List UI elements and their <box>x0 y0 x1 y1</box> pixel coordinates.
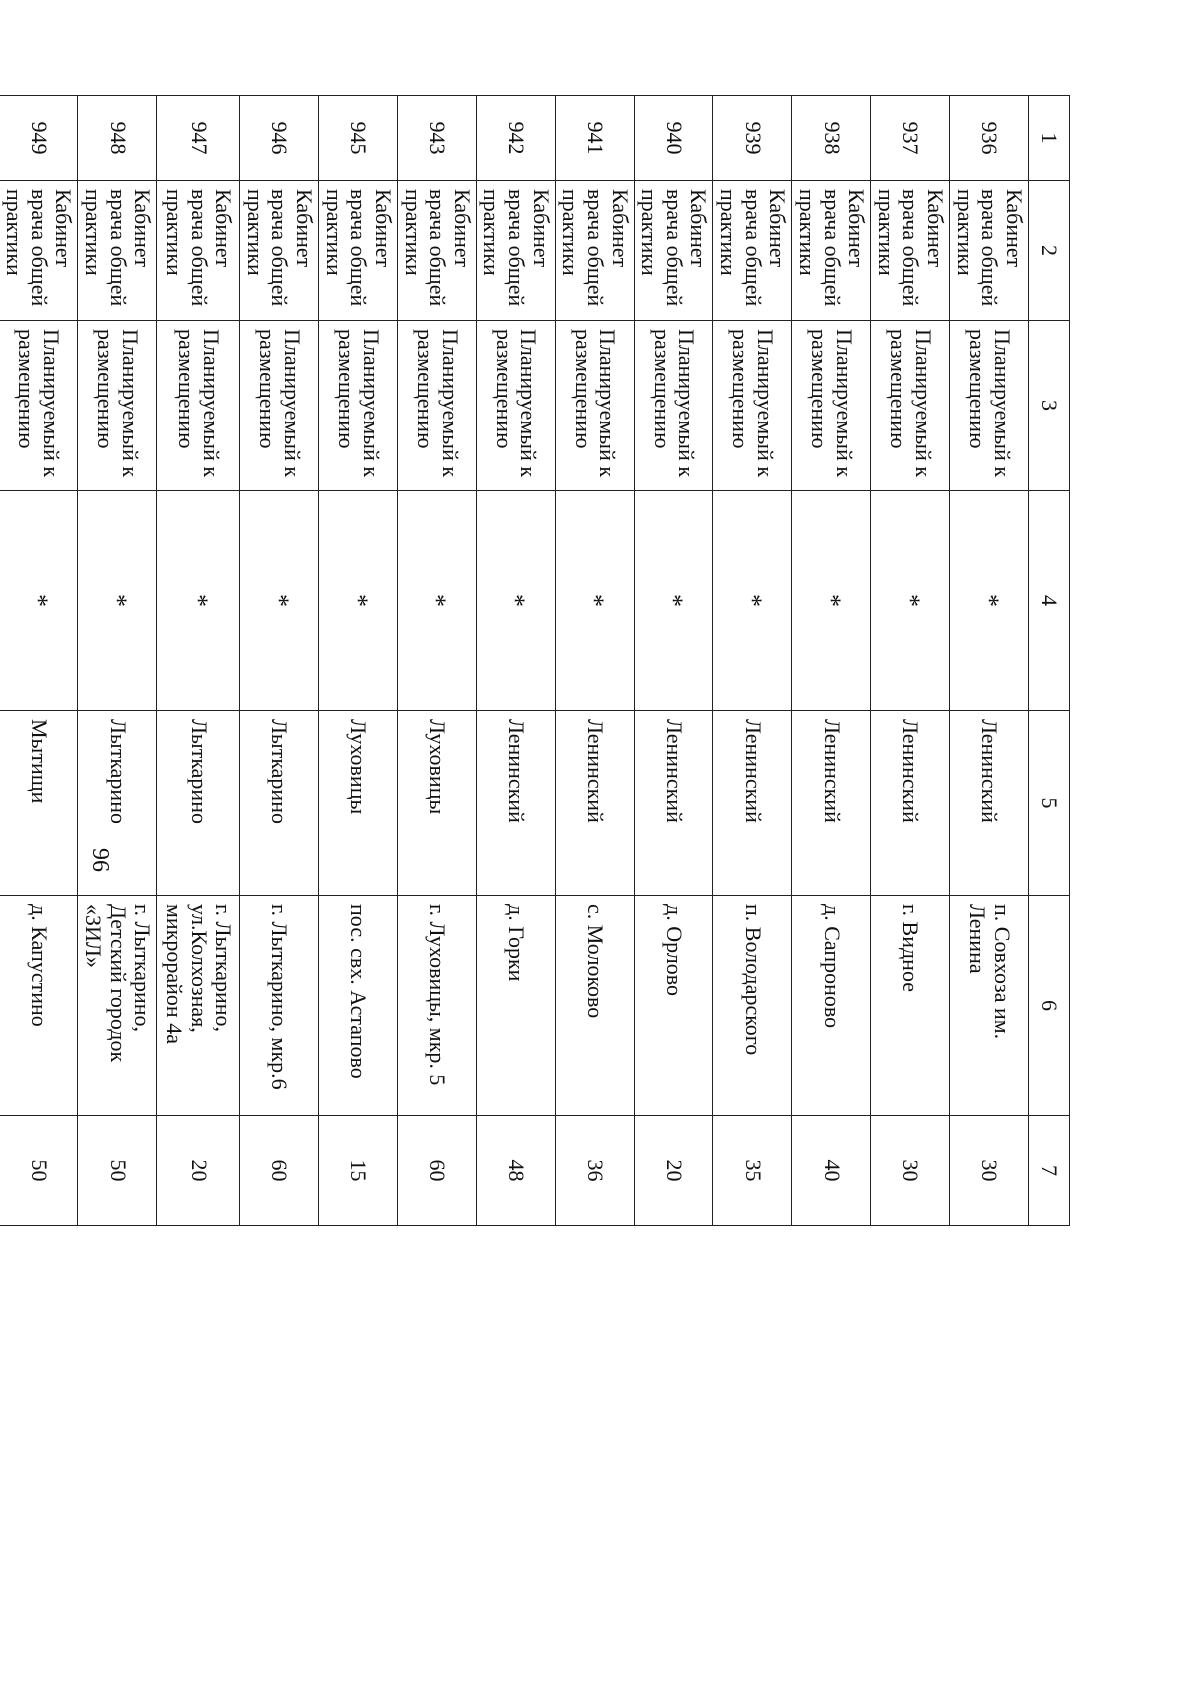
address: д. Сапроново <box>792 896 871 1116</box>
mark-asterisk: * <box>157 491 240 711</box>
capacity: 50 <box>0 1116 78 1226</box>
capacity: 36 <box>555 1116 634 1226</box>
page-number: 96 <box>87 848 114 872</box>
address: г. Видное <box>871 896 950 1116</box>
facility-name: Кабинет врача общей практики <box>0 181 78 321</box>
table-body <box>0 96 1029 1226</box>
row-number: 939 <box>713 96 792 181</box>
district-name: Лыткарино <box>157 711 240 896</box>
mark-asterisk: * <box>319 491 398 711</box>
facility-status: Планируемый к размещению <box>713 321 792 491</box>
header-col-5: 5 <box>1029 711 1070 896</box>
address: с. Молоково <box>555 896 634 1116</box>
mark-asterisk: * <box>713 491 792 711</box>
row-number: 949 <box>0 96 78 181</box>
table-row <box>157 96 240 1226</box>
mark-asterisk: * <box>476 491 555 711</box>
header-col-6: 6 <box>1029 896 1070 1116</box>
row-number: 940 <box>634 96 713 181</box>
facility-status: Планируемый к размещению <box>476 321 555 491</box>
facility-name: Кабинет врача общей практики <box>871 181 950 321</box>
address: г. Лыткарино, мкр.6 <box>240 896 319 1116</box>
address: п. Володарского <box>713 896 792 1116</box>
capacity: 60 <box>240 1116 319 1226</box>
table-row <box>792 96 871 1226</box>
address: д. Горки <box>476 896 555 1116</box>
mark-asterisk: * <box>555 491 634 711</box>
facilities-table <box>0 95 1070 1226</box>
table-row <box>0 96 78 1226</box>
table-row <box>950 96 1029 1226</box>
mark-asterisk: * <box>0 491 78 711</box>
facility-name: Кабинет врача общей практики <box>950 181 1029 321</box>
table-row <box>78 96 157 1226</box>
district-name: Ленинский <box>634 711 713 896</box>
district-name: Ленинский <box>555 711 634 896</box>
mark-asterisk: * <box>398 491 477 711</box>
facility-status: Планируемый к размещению <box>78 321 157 491</box>
row-number: 936 <box>950 96 1029 181</box>
facility-name: Кабинет врача общей практики <box>634 181 713 321</box>
facility-name: Кабинет врача общей практики <box>398 181 477 321</box>
address: г. Лыткарино, ул.Колхозная, микрорайон 4а <box>157 896 240 1116</box>
district-name: Луховицы <box>319 711 398 896</box>
capacity: 30 <box>871 1116 950 1226</box>
header-col-3: 3 <box>1029 321 1070 491</box>
facility-name: Кабинет врача общей практики <box>240 181 319 321</box>
facility-name: Кабинет врача общей практики <box>792 181 871 321</box>
header-col-1: 1 <box>1029 96 1070 181</box>
capacity: 60 <box>398 1116 477 1226</box>
facility-status: Планируемый к размещению <box>398 321 477 491</box>
capacity: 40 <box>792 1116 871 1226</box>
district-name: Мытищи <box>0 711 78 896</box>
facility-name: Кабинет врача общей практики <box>713 181 792 321</box>
district-name: Ленинский <box>713 711 792 896</box>
district-name: Ленинский <box>871 711 950 896</box>
table-row <box>555 96 634 1226</box>
header-col-2: 2 <box>1029 181 1070 321</box>
capacity: 35 <box>713 1116 792 1226</box>
header-col-4: 4 <box>1029 491 1070 711</box>
table-row <box>713 96 792 1226</box>
facility-status: Планируемый к размещению <box>240 321 319 491</box>
district-name: Лыткарино <box>240 711 319 896</box>
header-col-7: 7 <box>1029 1116 1070 1226</box>
row-number: 947 <box>157 96 240 181</box>
facility-status: Планируемый к размещению <box>0 321 78 491</box>
district-name: Ленинский <box>792 711 871 896</box>
facility-status: Планируемый к размещению <box>871 321 950 491</box>
facility-status: Планируемый к размещению <box>319 321 398 491</box>
table-row <box>476 96 555 1226</box>
facility-status: Планируемый к размещению <box>157 321 240 491</box>
address: п. Совхоза им. Ленина <box>950 896 1029 1116</box>
row-number: 943 <box>398 96 477 181</box>
capacity: 20 <box>634 1116 713 1226</box>
facility-status: Планируемый к размещению <box>950 321 1029 491</box>
facility-name: Кабинет врача общей практики <box>157 181 240 321</box>
facility-name: Кабинет врача общей практики <box>555 181 634 321</box>
table-row <box>871 96 950 1226</box>
facility-name: Кабинет врача общей практики <box>476 181 555 321</box>
facility-name: Кабинет врача общей практики <box>78 181 157 321</box>
address: д. Орлово <box>634 896 713 1116</box>
capacity: 48 <box>476 1116 555 1226</box>
mark-asterisk: * <box>634 491 713 711</box>
facility-status: Планируемый к размещению <box>634 321 713 491</box>
row-number: 941 <box>555 96 634 181</box>
district-name: Лыткарино <box>78 711 157 896</box>
address: пос. свх. Астапово <box>319 896 398 1116</box>
address: г. Луховицы, мкр. 5 <box>398 896 477 1116</box>
mark-asterisk: * <box>240 491 319 711</box>
row-number: 937 <box>871 96 950 181</box>
row-number: 948 <box>78 96 157 181</box>
facility-status: Планируемый к размещению <box>792 321 871 491</box>
mark-asterisk: * <box>871 491 950 711</box>
header-row <box>1029 96 1070 1226</box>
capacity: 30 <box>950 1116 1029 1226</box>
capacity: 50 <box>78 1116 157 1226</box>
address: г. Лыткарино, Детский городок «ЗИЛ» <box>78 896 157 1116</box>
facility-name: Кабинет врача общей практики <box>319 181 398 321</box>
capacity: 15 <box>319 1116 398 1226</box>
address: д. Капустино <box>0 896 78 1116</box>
facility-status: Планируемый к размещению <box>555 321 634 491</box>
table-row <box>634 96 713 1226</box>
table-row <box>398 96 477 1226</box>
mark-asterisk: * <box>78 491 157 711</box>
row-number: 942 <box>476 96 555 181</box>
district-name: Ленинский <box>950 711 1029 896</box>
table-row <box>240 96 319 1226</box>
row-number: 946 <box>240 96 319 181</box>
mark-asterisk: * <box>950 491 1029 711</box>
district-name: Луховицы <box>398 711 477 896</box>
row-number: 945 <box>319 96 398 181</box>
row-number: 938 <box>792 96 871 181</box>
capacity: 20 <box>157 1116 240 1226</box>
mark-asterisk: * <box>792 491 871 711</box>
table-row <box>319 96 398 1226</box>
district-name: Ленинский <box>476 711 555 896</box>
